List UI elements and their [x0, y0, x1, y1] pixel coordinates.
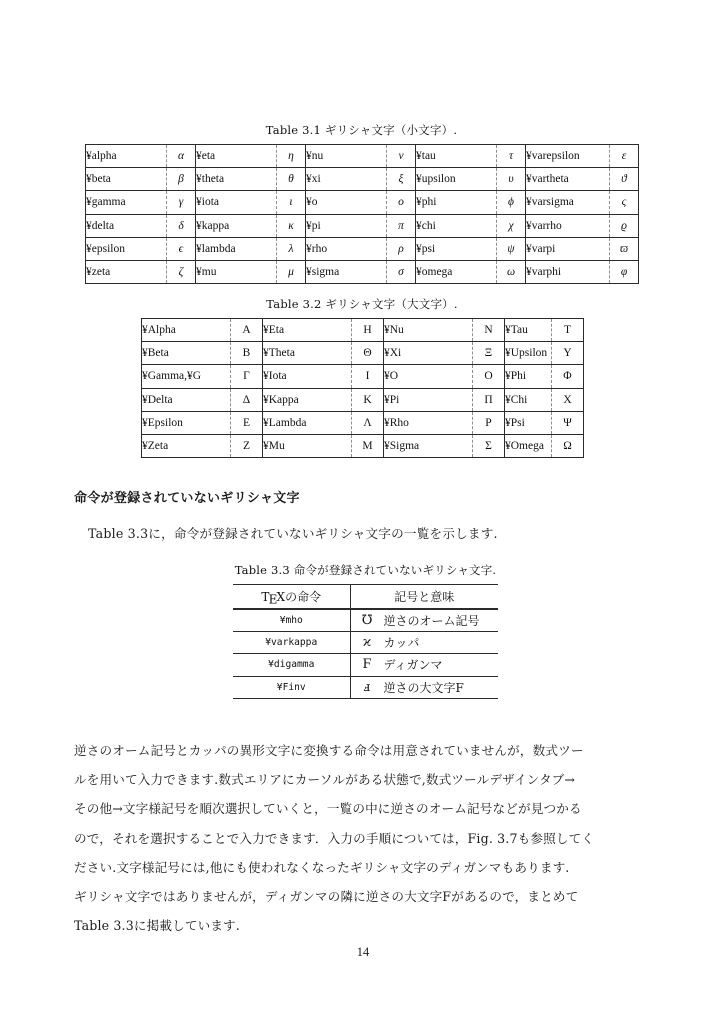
table-row: [233, 676, 498, 699]
table-3-3: [233, 584, 498, 699]
command-cell: ¥Kappa: [263, 388, 352, 411]
command-cell: ¥o: [306, 191, 387, 214]
command-cell: ¥Lambda: [263, 411, 352, 434]
meaning-cell: [350, 609, 498, 632]
command-cell: ¥Phi: [505, 365, 552, 388]
command-cell: ¥chi: [416, 214, 497, 237]
table-row: [86, 191, 639, 214]
command-cell: ¥phi: [416, 191, 497, 214]
command-cell: ¥Xi: [384, 342, 473, 365]
command-cell: ¥mho: [233, 609, 350, 632]
symbol-cell: χ: [497, 214, 526, 237]
symbol-glyph: ⅎ: [363, 679, 371, 695]
symbol-cell: ε: [610, 145, 639, 168]
symbol-cell: Γ: [231, 365, 263, 388]
command-cell: ¥Sigma: [384, 434, 473, 457]
command-cell: ¥psi: [416, 237, 497, 260]
symbol-cell: N: [473, 319, 505, 342]
symbol-cell: ς: [610, 191, 639, 214]
symbol-cell: ϱ: [610, 214, 639, 237]
command-cell: ¥O: [384, 365, 473, 388]
command-cell: ¥Mu: [263, 434, 352, 457]
symbol-cell: ζ: [167, 260, 196, 283]
meaning-label: ディガンマ: [383, 658, 443, 673]
table-row: [233, 654, 498, 677]
command-cell: ¥xi: [306, 168, 387, 191]
tex-logo-x: Xの命令: [276, 589, 322, 604]
symbol-cell: Π: [473, 388, 505, 411]
table-3-3-caption: Table 3.3 命令が登録されていないギリシャ文字.: [234, 563, 497, 577]
symbol-cell: φ: [610, 260, 639, 283]
command-cell: ¥Pi: [384, 388, 473, 411]
symbol-cell: θ: [277, 168, 306, 191]
command-cell: ¥Omega: [505, 434, 552, 457]
command-cell: ¥pi: [306, 214, 387, 237]
symbol-cell: M: [352, 434, 384, 457]
symbol-cell: P: [473, 411, 505, 434]
symbol-cell: α: [167, 145, 196, 168]
command-cell: ¥Beta: [142, 342, 231, 365]
command-cell: ¥Zeta: [142, 434, 231, 457]
symbol-cell: ϖ: [610, 237, 639, 260]
command-cell: ¥Psi: [505, 411, 552, 434]
section-intro-text: Table 3.3に，命令が登録されていないギリシャ文字の一覧を示します.: [88, 526, 498, 541]
table-3-2: [141, 318, 584, 458]
command-cell: ¥kappa: [196, 214, 277, 237]
command-cell: ¥varphi: [526, 260, 610, 283]
column-header-command: [233, 585, 350, 609]
command-cell: ¥Nu: [384, 319, 473, 342]
symbol-cell: ω: [497, 260, 526, 283]
symbol-cell: δ: [167, 214, 196, 237]
symbol-cell: Υ: [552, 342, 584, 365]
symbol-cell: Ξ: [473, 342, 505, 365]
table-row: [142, 319, 584, 342]
meaning-cell: [350, 676, 498, 699]
table-row: [86, 260, 639, 283]
command-cell: ¥Upsilon: [505, 342, 552, 365]
symbol-cell: κ: [277, 214, 306, 237]
command-cell: ¥varepsilon: [526, 145, 610, 168]
symbol-cell: ϵ: [167, 237, 196, 260]
command-cell: ¥omega: [416, 260, 497, 283]
body-paragraph: [74, 736, 652, 940]
command-cell: ¥gamma: [86, 191, 167, 214]
tex-logo-t: T: [261, 589, 270, 604]
command-cell: ¥Epsilon: [142, 411, 231, 434]
symbol-cell: ξ: [387, 168, 416, 191]
command-cell: ¥Delta: [142, 388, 231, 411]
symbol-cell: η: [277, 145, 306, 168]
symbol-cell: ψ: [497, 237, 526, 260]
command-cell: ¥nu: [306, 145, 387, 168]
table-3-1-caption: Table 3.1 ギリシャ文字（小文字）.: [265, 123, 458, 137]
command-cell: ¥mu: [196, 260, 277, 283]
symbol-cell: K: [352, 388, 384, 411]
command-cell: ¥zeta: [86, 260, 167, 283]
command-cell: ¥Tau: [505, 319, 552, 342]
command-cell: ¥varsigma: [526, 191, 610, 214]
command-cell: ¥epsilon: [86, 237, 167, 260]
symbol-cell: σ: [387, 260, 416, 283]
symbol-cell: A: [231, 319, 263, 342]
symbol-cell: τ: [497, 145, 526, 168]
symbol-cell: μ: [277, 260, 306, 283]
command-cell: ¥Finv: [233, 676, 350, 699]
symbol-cell: ϕ: [497, 191, 526, 214]
command-cell: ¥alpha: [86, 145, 167, 168]
command-cell: ¥Eta: [263, 319, 352, 342]
paragraph-line: 逆さのオーム記号とカッパの異形文字に変換する命令は用意されていませんが，数式ツー: [74, 743, 584, 758]
symbol-glyph: ℧: [361, 612, 373, 628]
symbol-cell: Θ: [352, 342, 384, 365]
symbol-cell: υ: [497, 168, 526, 191]
meaning-label: 逆さのオーム記号: [383, 613, 480, 628]
symbol-cell: Σ: [473, 434, 505, 457]
command-cell: ¥theta: [196, 168, 277, 191]
table-3-3-block: [233, 562, 498, 699]
table-3-1: [85, 144, 639, 284]
command-cell: ¥Chi: [505, 388, 552, 411]
table-row: [142, 365, 584, 388]
meaning-label: カッパ: [383, 635, 420, 650]
symbol-cell: Λ: [352, 411, 384, 434]
command-cell: ¥beta: [86, 168, 167, 191]
command-cell: ¥Gamma,¥G: [142, 365, 231, 388]
command-cell: ¥varpi: [526, 237, 610, 260]
table-row: [142, 388, 584, 411]
column-header-meaning: 記号と意味: [350, 585, 498, 609]
symbol-cell: ν: [387, 145, 416, 168]
table-row: [142, 411, 584, 434]
table-3-2-block: [141, 296, 583, 458]
table-row: [86, 237, 639, 260]
paragraph-line: ルを用いて入力できます.数式エリアにカーソルがある状態で,数式ツールデザインタブ→: [74, 772, 576, 788]
symbol-cell: T: [552, 319, 584, 342]
symbol-cell: X: [552, 388, 584, 411]
table-3-2-caption: Table 3.2 ギリシャ文字（大文字）.: [266, 297, 458, 311]
symbol-cell: γ: [167, 191, 196, 214]
tex-logo-e: E: [268, 592, 278, 607]
table-3-1-block: [85, 122, 638, 284]
paragraph-line: ギリシャ文字ではありませんが，ディガンマの隣に逆さの大文字Fがあるので，まとめて: [74, 889, 579, 905]
symbol-cell: λ: [277, 237, 306, 260]
page-number: 14: [356, 945, 370, 959]
paragraph-line: Table 3.3に掲載しています.: [74, 918, 240, 934]
command-cell: ¥Iota: [263, 365, 352, 388]
symbol-cell: Ψ: [552, 411, 584, 434]
section-heading: 命令が登録されていないギリシャ文字: [74, 491, 300, 506]
command-cell: ¥tau: [416, 145, 497, 168]
table-row: [142, 342, 584, 365]
command-cell: ¥delta: [86, 214, 167, 237]
table-row: [142, 434, 584, 457]
meaning-label: 逆さの大文字F: [383, 680, 464, 695]
table-row: [233, 631, 498, 654]
symbol-cell: H: [352, 319, 384, 342]
tex-logo: [261, 589, 322, 607]
paragraph-line: ので，それを選択することで入力できます．入力の手順については，Fig. 3.7も参照してく: [74, 830, 595, 846]
meaning-cell: [350, 654, 498, 677]
command-cell: ¥Alpha: [142, 319, 231, 342]
symbol-glyph: Ϝ: [362, 657, 372, 673]
symbol-cell: Ω: [552, 434, 584, 457]
table-row: [86, 145, 639, 168]
symbol-cell: β: [167, 168, 196, 191]
meaning-cell: [350, 631, 498, 654]
symbol-cell: ι: [277, 191, 306, 214]
command-cell: ¥eta: [196, 145, 277, 168]
table-row: [86, 214, 639, 237]
symbol-cell: Δ: [231, 388, 263, 411]
command-cell: ¥upsilon: [416, 168, 497, 191]
symbol-cell: E: [231, 411, 263, 434]
symbol-cell: π: [387, 214, 416, 237]
command-cell: ¥vartheta: [526, 168, 610, 191]
table-row: [86, 168, 639, 191]
command-cell: ¥Rho: [384, 411, 473, 434]
table-header-row: [233, 585, 498, 609]
command-cell: ¥iota: [196, 191, 277, 214]
symbol-cell: Φ: [552, 365, 584, 388]
command-cell: ¥sigma: [306, 260, 387, 283]
command-cell: ¥lambda: [196, 237, 277, 260]
symbol-cell: Z: [231, 434, 263, 457]
command-cell: ¥varrho: [526, 214, 610, 237]
table-row: [233, 609, 498, 632]
symbol-cell: B: [231, 342, 263, 365]
paragraph-line: その他→文字様記号を順次選択していくと，一覧の中に逆さのオーム記号などが見つかる: [74, 801, 582, 817]
command-cell: ¥rho: [306, 237, 387, 260]
command-cell: ¥Theta: [263, 342, 352, 365]
paragraph-line: ださい.文字様記号には,他にも使われなくなったギリシャ文字のディガンマもあります.: [74, 859, 570, 875]
command-cell: ¥digamma: [233, 654, 350, 677]
symbol-cell: ρ: [387, 237, 416, 260]
symbol-glyph: ϰ: [362, 634, 372, 650]
symbol-cell: ϑ: [610, 168, 639, 191]
symbol-cell: O: [473, 365, 505, 388]
symbol-cell: I: [352, 365, 384, 388]
command-cell: ¥varkappa: [233, 631, 350, 654]
symbol-cell: ο: [387, 191, 416, 214]
